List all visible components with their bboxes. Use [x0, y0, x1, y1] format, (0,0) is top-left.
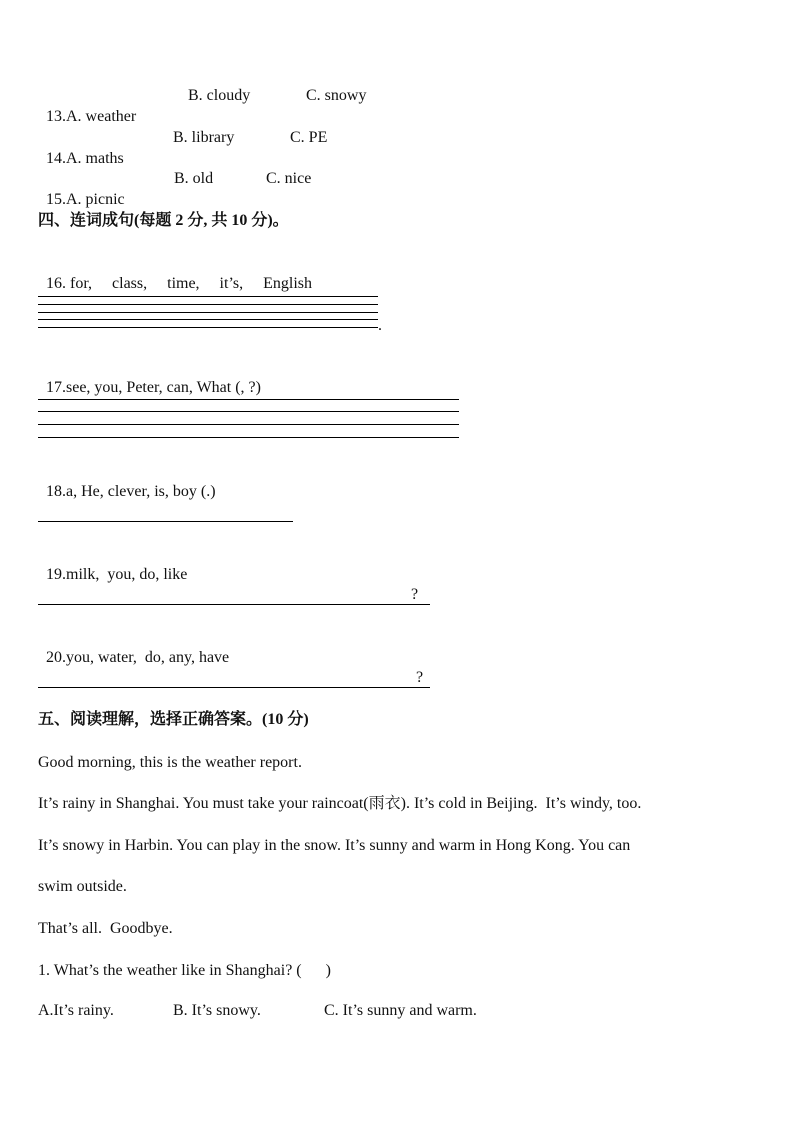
- answer-line: [38, 424, 459, 425]
- answer-line: [38, 604, 430, 605]
- question-number: 17.: [46, 379, 66, 396]
- option-b: B. old: [174, 170, 214, 187]
- question-words: milk, you, do, like: [66, 566, 188, 583]
- end-punctuation: ?: [416, 669, 424, 686]
- question-number: 19.: [46, 566, 66, 583]
- section-5-title: 五、阅读理解，选择正确答案。(10 分): [38, 711, 309, 728]
- question-number: 16.: [46, 275, 66, 292]
- question-13: [38, 87, 136, 127]
- question-17: [38, 358, 261, 398]
- option-b: B. cloudy: [188, 87, 251, 104]
- answer-line: [38, 296, 378, 297]
- option-a: A. maths: [66, 150, 124, 167]
- answer-line: [38, 399, 459, 400]
- question-20: [38, 628, 229, 668]
- reading-question-1: 1. What’s the weather like in Shanghai? ( ): [38, 962, 331, 979]
- question-14: [38, 129, 124, 169]
- answer-line: [38, 521, 293, 522]
- option-c: C. It’s sunny and warm.: [324, 1002, 477, 1019]
- option-c: C. PE: [290, 129, 328, 146]
- option-a: A.It’s rainy.: [38, 1002, 114, 1019]
- question-words: a, He, clever, is, boy (.): [66, 483, 216, 500]
- answer-line: [38, 304, 378, 305]
- option-b: B. It’s snowy.: [173, 1002, 261, 1019]
- question-19: [38, 545, 187, 585]
- option-a: A. picnic: [66, 191, 125, 208]
- option-c: C. snowy: [306, 87, 367, 104]
- question-words: you, water, do, any, have: [66, 649, 230, 666]
- passage-line-2: It’s rainy in Shanghai. You must take your raincoat(雨衣). It’s cold in Beijing. It’s windy, too.: [38, 795, 642, 812]
- answer-line: [38, 319, 378, 320]
- question-number: 13.: [46, 108, 66, 125]
- question-number: 18.: [46, 483, 66, 500]
- option-c: C. nice: [266, 170, 312, 187]
- question-words: see, you, Peter, can, What (, ?): [66, 379, 261, 396]
- answer-line: [38, 687, 430, 688]
- end-punctuation: ?: [411, 586, 419, 603]
- question-16: [38, 254, 312, 294]
- option-b: B. library: [173, 129, 235, 146]
- passage-line-4: swim outside.: [38, 878, 127, 895]
- passage-line-3: It’s snowy in Harbin. You can play in the snow. It’s sunny and warm in Hong Kong. You can: [38, 837, 631, 854]
- question-number: 20.: [46, 649, 66, 666]
- option-a: A. weather: [66, 108, 137, 125]
- section-4-title: 四、连词成句(每题 2 分, 共 10 分)。: [38, 212, 289, 229]
- answer-line: [38, 312, 378, 313]
- answer-line: [38, 411, 459, 412]
- question-number: 15.: [46, 191, 66, 208]
- answer-line: [38, 437, 459, 438]
- question-15: [38, 170, 125, 210]
- answer-line: [38, 327, 378, 328]
- passage-line-5: That’s all. Goodbye.: [38, 920, 173, 937]
- end-punctuation: .: [378, 317, 382, 334]
- passage-line-1: Good morning, this is the weather report.: [38, 754, 302, 771]
- question-number: 14.: [46, 150, 66, 167]
- question-words: for, class, time, it’s, English: [70, 275, 313, 292]
- question-18: [38, 462, 216, 502]
